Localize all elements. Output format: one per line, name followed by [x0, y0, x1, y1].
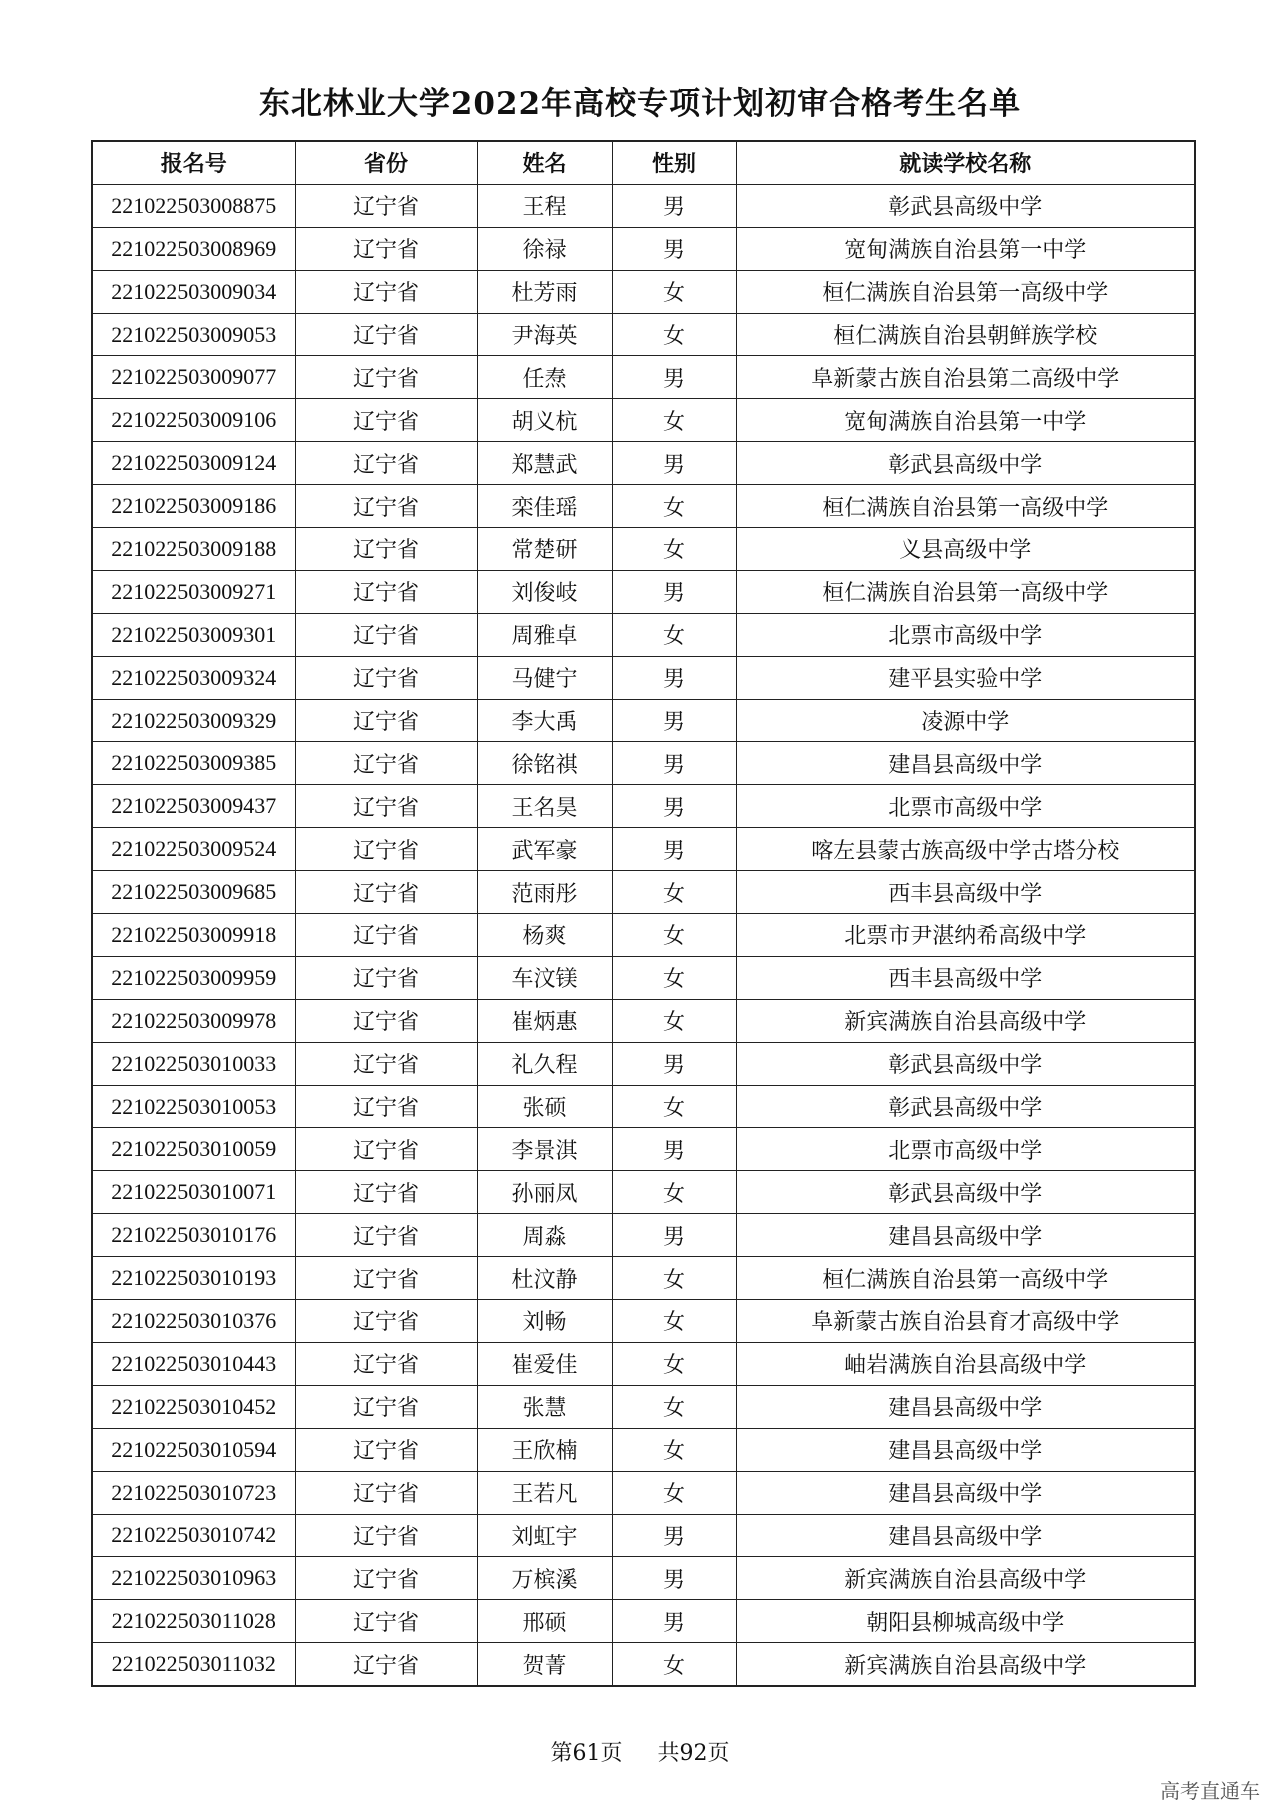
- gender-cell: 男: [612, 785, 736, 828]
- school-cell: 西丰县高级中学: [736, 956, 1195, 999]
- name-cell: 王欣楠: [477, 1428, 612, 1471]
- gender-cell: 女: [612, 1428, 736, 1471]
- name-cell: 王程: [477, 184, 612, 227]
- table-row: [92, 1300, 1195, 1343]
- name-cell: 栾佳瑶: [477, 485, 612, 528]
- school-cell: 岫岩满族自治县高级中学: [736, 1342, 1195, 1385]
- school-cell: 桓仁满族自治县第一高级中学: [736, 570, 1195, 613]
- registration-no-cell: 221022503009186: [92, 485, 295, 528]
- table-row: [92, 184, 1195, 227]
- name-cell: 尹海英: [477, 313, 612, 356]
- gender-cell: 男: [612, 1042, 736, 1085]
- name-cell: 常楚研: [477, 528, 612, 571]
- province-cell: 辽宁省: [295, 1557, 477, 1600]
- page-number: 第61页: [550, 1741, 623, 1766]
- table-row: [92, 956, 1195, 999]
- name-cell: 徐禄: [477, 227, 612, 270]
- registration-no-cell: 221022503008969: [92, 227, 295, 270]
- school-cell: 彰武县高级中学: [736, 184, 1195, 227]
- registration-no-cell: 221022503010176: [92, 1214, 295, 1257]
- registration-no-cell: 221022503009106: [92, 399, 295, 442]
- province-cell: 辽宁省: [295, 1042, 477, 1085]
- school-cell: 桓仁满族自治县第一高级中学: [736, 485, 1195, 528]
- name-cell: 刘畅: [477, 1300, 612, 1343]
- gender-cell: 男: [612, 570, 736, 613]
- school-cell: 宽甸满族自治县第一中学: [736, 399, 1195, 442]
- province-cell: 辽宁省: [295, 399, 477, 442]
- gender-cell: 女: [612, 313, 736, 356]
- registration-no-cell: 221022503010742: [92, 1514, 295, 1557]
- gender-cell: 女: [612, 871, 736, 914]
- province-cell: 辽宁省: [295, 785, 477, 828]
- gender-cell: 女: [612, 999, 736, 1042]
- table-row: [92, 270, 1195, 313]
- registration-no-cell: 221022503009685: [92, 871, 295, 914]
- school-cell: 北票市尹湛纳希高级中学: [736, 914, 1195, 957]
- name-cell: 刘俊岐: [477, 570, 612, 613]
- province-cell: 辽宁省: [295, 184, 477, 227]
- registration-no-cell: 221022503009077: [92, 356, 295, 399]
- gender-cell: 女: [612, 1385, 736, 1428]
- school-cell: 北票市高级中学: [736, 1128, 1195, 1171]
- province-cell: 辽宁省: [295, 828, 477, 871]
- name-cell: 李景淇: [477, 1128, 612, 1171]
- school-cell: 建平县实验中学: [736, 656, 1195, 699]
- province-cell: 辽宁省: [295, 1085, 477, 1128]
- table-row: [92, 356, 1195, 399]
- name-cell: 武军豪: [477, 828, 612, 871]
- page-title: 东北林业大学2022年高校专项计划初审合格考生名单: [258, 86, 1022, 122]
- name-cell: 邢硕: [477, 1600, 612, 1643]
- registration-no-cell: 221022503009524: [92, 828, 295, 871]
- table-row: [92, 699, 1195, 742]
- province-cell: 辽宁省: [295, 1214, 477, 1257]
- province-cell: 辽宁省: [295, 313, 477, 356]
- table-row: [92, 1471, 1195, 1514]
- name-cell: 车汶镁: [477, 956, 612, 999]
- table-row: [92, 1085, 1195, 1128]
- gender-cell: 男: [612, 227, 736, 270]
- gender-cell: 男: [612, 1514, 736, 1557]
- province-cell: 辽宁省: [295, 1128, 477, 1171]
- name-cell: 任焘: [477, 356, 612, 399]
- school-cell: 义县高级中学: [736, 528, 1195, 571]
- gender-cell: 男: [612, 442, 736, 485]
- province-cell: 辽宁省: [295, 270, 477, 313]
- table-row: [92, 999, 1195, 1042]
- gender-cell: 男: [612, 184, 736, 227]
- registration-no-cell: 221022503009329: [92, 699, 295, 742]
- school-cell: 凌源中学: [736, 699, 1195, 742]
- gender-cell: 男: [612, 656, 736, 699]
- table-row: [92, 1600, 1195, 1643]
- province-cell: 辽宁省: [295, 914, 477, 957]
- province-cell: 辽宁省: [295, 227, 477, 270]
- province-cell: 辽宁省: [295, 570, 477, 613]
- registration-no-cell: 221022503009978: [92, 999, 295, 1042]
- school-cell: 阜新蒙古族自治县第二高级中学: [736, 356, 1195, 399]
- name-cell: 郑慧武: [477, 442, 612, 485]
- province-cell: 辽宁省: [295, 1600, 477, 1643]
- gender-cell: 女: [612, 1085, 736, 1128]
- name-cell: 王名昊: [477, 785, 612, 828]
- name-cell: 周淼: [477, 1214, 612, 1257]
- registration-no-cell: 221022503010594: [92, 1428, 295, 1471]
- school-cell: 彰武县高级中学: [736, 442, 1195, 485]
- province-cell: 辽宁省: [295, 485, 477, 528]
- table-row: [92, 871, 1195, 914]
- table-row: [92, 313, 1195, 356]
- province-cell: 辽宁省: [295, 656, 477, 699]
- gender-cell: 男: [612, 1214, 736, 1257]
- table-row: [92, 1171, 1195, 1214]
- table-row: [92, 399, 1195, 442]
- table-row: [92, 1342, 1195, 1385]
- table-row: [92, 1257, 1195, 1300]
- school-cell: 新宾满族自治县高级中学: [736, 1643, 1195, 1686]
- school-cell: 彰武县高级中学: [736, 1042, 1195, 1085]
- table-row: [92, 1514, 1195, 1557]
- province-cell: 辽宁省: [295, 1514, 477, 1557]
- page-footer: [0, 1736, 1280, 1767]
- province-cell: 辽宁省: [295, 1385, 477, 1428]
- province-cell: 辽宁省: [295, 1257, 477, 1300]
- gender-cell: 男: [612, 1557, 736, 1600]
- table-row: [92, 785, 1195, 828]
- name-cell: 杜芳雨: [477, 270, 612, 313]
- school-cell: 建昌县高级中学: [736, 1385, 1195, 1428]
- table-row: [92, 570, 1195, 613]
- registration-no-cell: 221022503009918: [92, 914, 295, 957]
- province-cell: 辽宁省: [295, 1428, 477, 1471]
- gender-cell: 女: [612, 1342, 736, 1385]
- province-cell: 辽宁省: [295, 742, 477, 785]
- table-row: [92, 828, 1195, 871]
- registration-no-cell: 221022503009437: [92, 785, 295, 828]
- school-cell: 宽甸满族自治县第一中学: [736, 227, 1195, 270]
- school-cell: 桓仁满族自治县朝鲜族学校: [736, 313, 1195, 356]
- province-cell: 辽宁省: [295, 356, 477, 399]
- gender-cell: 女: [612, 914, 736, 957]
- name-cell: 张硕: [477, 1085, 612, 1128]
- province-cell: 辽宁省: [295, 1342, 477, 1385]
- registration-no-cell: 221022503009959: [92, 956, 295, 999]
- registration-no-cell: 221022503010059: [92, 1128, 295, 1171]
- registration-no-cell: 221022503009053: [92, 313, 295, 356]
- gender-cell: 女: [612, 1471, 736, 1514]
- province-cell: 辽宁省: [295, 1471, 477, 1514]
- registration-no-cell: 221022503009385: [92, 742, 295, 785]
- name-cell: 刘虹宇: [477, 1514, 612, 1557]
- school-cell: 新宾满族自治县高级中学: [736, 1557, 1195, 1600]
- name-cell: 杜汶静: [477, 1257, 612, 1300]
- gender-cell: 女: [612, 1171, 736, 1214]
- table-row: [92, 1557, 1195, 1600]
- registration-no-cell: 221022503009301: [92, 613, 295, 656]
- school-cell: 西丰县高级中学: [736, 871, 1195, 914]
- school-cell: 彰武县高级中学: [736, 1171, 1195, 1214]
- province-cell: 辽宁省: [295, 1643, 477, 1686]
- school-cell: 新宾满族自治县高级中学: [736, 999, 1195, 1042]
- gender-cell: 女: [612, 1643, 736, 1686]
- province-cell: 辽宁省: [295, 613, 477, 656]
- gender-cell: 女: [612, 270, 736, 313]
- registration-no-cell: 221022503010033: [92, 1042, 295, 1085]
- name-cell: 王若凡: [477, 1471, 612, 1514]
- table-row: [92, 1042, 1195, 1085]
- name-cell: 马健宁: [477, 656, 612, 699]
- column-header-gender: 性别: [612, 141, 736, 184]
- table-row: [92, 914, 1195, 957]
- gender-cell: 男: [612, 828, 736, 871]
- province-cell: 辽宁省: [295, 699, 477, 742]
- gender-cell: 女: [612, 956, 736, 999]
- name-cell: 礼久程: [477, 1042, 612, 1085]
- registration-no-cell: 221022503009188: [92, 528, 295, 571]
- column-header-name: 姓名: [477, 141, 612, 184]
- name-cell: 范雨彤: [477, 871, 612, 914]
- column-header-school: 就读学校名称: [736, 141, 1195, 184]
- table-row: [92, 1385, 1195, 1428]
- gender-cell: 男: [612, 742, 736, 785]
- school-cell: 建昌县高级中学: [736, 742, 1195, 785]
- name-cell: 李大禹: [477, 699, 612, 742]
- table-row: [92, 1643, 1195, 1686]
- registration-no-cell: 221022503011028: [92, 1600, 295, 1643]
- province-cell: 辽宁省: [295, 528, 477, 571]
- table-row: [92, 656, 1195, 699]
- registration-no-cell: 221022503010053: [92, 1085, 295, 1128]
- registration-no-cell: 221022503009124: [92, 442, 295, 485]
- registration-no-cell: 221022503010071: [92, 1171, 295, 1214]
- table-row: [92, 1428, 1195, 1471]
- registration-no-cell: 221022503010452: [92, 1385, 295, 1428]
- column-header-registration-no: 报名号: [92, 141, 295, 184]
- gender-cell: 男: [612, 1128, 736, 1171]
- registration-no-cell: 221022503010723: [92, 1471, 295, 1514]
- school-cell: 建昌县高级中学: [736, 1428, 1195, 1471]
- school-cell: 建昌县高级中学: [736, 1471, 1195, 1514]
- province-cell: 辽宁省: [295, 442, 477, 485]
- table-row: [92, 1128, 1195, 1171]
- registration-no-cell: 221022503009034: [92, 270, 295, 313]
- gender-cell: 女: [612, 613, 736, 656]
- registration-no-cell: 221022503011032: [92, 1643, 295, 1686]
- school-cell: 彰武县高级中学: [736, 1085, 1195, 1128]
- table-row: [92, 485, 1195, 528]
- table-row: [92, 742, 1195, 785]
- gender-cell: 女: [612, 1300, 736, 1343]
- registration-no-cell: 221022503010443: [92, 1342, 295, 1385]
- school-cell: 建昌县高级中学: [736, 1214, 1195, 1257]
- school-cell: 朝阳县柳城高级中学: [736, 1600, 1195, 1643]
- registration-no-cell: 221022503010963: [92, 1557, 295, 1600]
- name-cell: 张慧: [477, 1385, 612, 1428]
- school-cell: 桓仁满族自治县第一高级中学: [736, 1257, 1195, 1300]
- name-cell: 杨爽: [477, 914, 612, 957]
- table-row: [92, 1214, 1195, 1257]
- name-cell: 孙丽凤: [477, 1171, 612, 1214]
- province-cell: 辽宁省: [295, 1300, 477, 1343]
- name-cell: 万槟溪: [477, 1557, 612, 1600]
- page-total: 共92页: [657, 1741, 730, 1766]
- gender-cell: 女: [612, 399, 736, 442]
- registration-no-cell: 221022503010193: [92, 1257, 295, 1300]
- gender-cell: 男: [612, 356, 736, 399]
- school-cell: 北票市高级中学: [736, 785, 1195, 828]
- table-row: [92, 613, 1195, 656]
- table-body: [92, 184, 1195, 1686]
- school-cell: 桓仁满族自治县第一高级中学: [736, 270, 1195, 313]
- province-cell: 辽宁省: [295, 1171, 477, 1214]
- school-cell: 喀左县蒙古族高级中学古塔分校: [736, 828, 1195, 871]
- watermark: 高考直通车: [1160, 1779, 1260, 1803]
- gender-cell: 男: [612, 1600, 736, 1643]
- province-cell: 辽宁省: [295, 956, 477, 999]
- gender-cell: 女: [612, 528, 736, 571]
- name-cell: 崔炳惠: [477, 999, 612, 1042]
- candidate-table: [91, 140, 1196, 1687]
- gender-cell: 女: [612, 485, 736, 528]
- name-cell: 崔爱佳: [477, 1342, 612, 1385]
- name-cell: 胡义杭: [477, 399, 612, 442]
- school-cell: 建昌县高级中学: [736, 1514, 1195, 1557]
- gender-cell: 男: [612, 699, 736, 742]
- table-row: [92, 528, 1195, 571]
- table-header-row: [92, 141, 1195, 184]
- school-cell: 北票市高级中学: [736, 613, 1195, 656]
- column-header-province: 省份: [295, 141, 477, 184]
- province-cell: 辽宁省: [295, 871, 477, 914]
- table-row: [92, 442, 1195, 485]
- registration-no-cell: 221022503009324: [92, 656, 295, 699]
- school-cell: 阜新蒙古族自治县育才高级中学: [736, 1300, 1195, 1343]
- name-cell: 徐铭祺: [477, 742, 612, 785]
- gender-cell: 女: [612, 1257, 736, 1300]
- name-cell: 周雅卓: [477, 613, 612, 656]
- table-row: [92, 227, 1195, 270]
- registration-no-cell: 221022503010376: [92, 1300, 295, 1343]
- registration-no-cell: 221022503008875: [92, 184, 295, 227]
- province-cell: 辽宁省: [295, 999, 477, 1042]
- registration-no-cell: 221022503009271: [92, 570, 295, 613]
- name-cell: 贺菁: [477, 1643, 612, 1686]
